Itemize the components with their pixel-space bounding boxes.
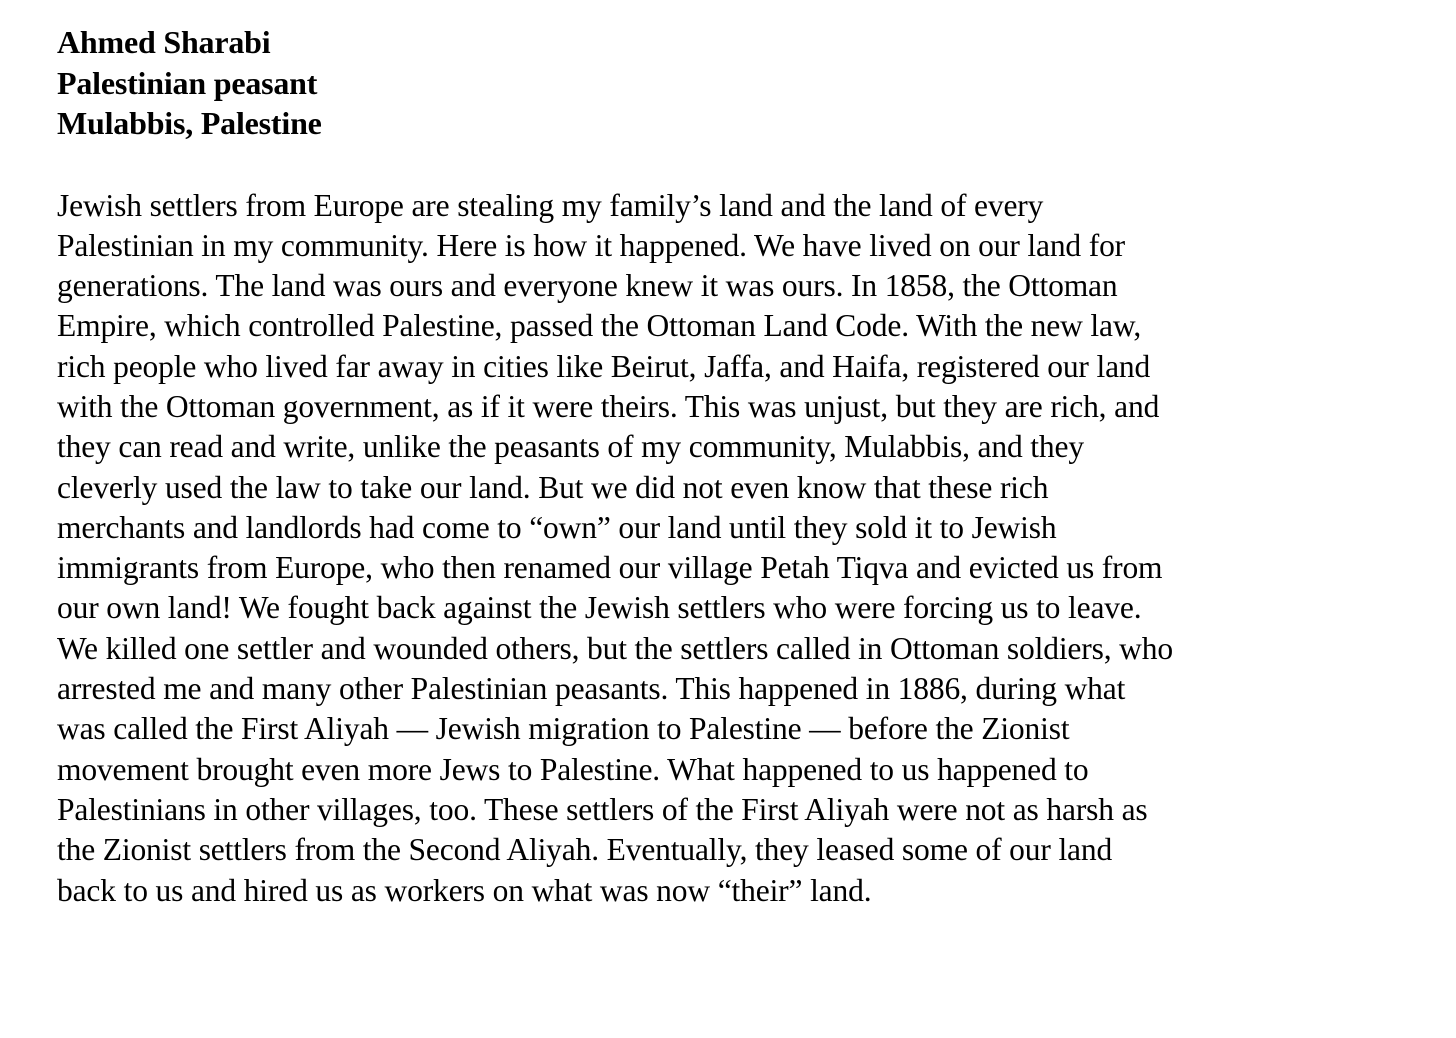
- text-line: the Zionist settlers from the Second Aliyah. Eventually, they leased some of our land: [57, 832, 1113, 868]
- text-line: rich people who lived far away in cities like Beirut, Jaffa, and Haifa, registered our land: [57, 348, 1151, 384]
- text-line: back to us and hired us as workers on what was now “their” land.: [57, 872, 872, 908]
- text-line: Jewish settlers from Europe are stealing my family’s land and the land of every: [57, 187, 1044, 223]
- text-line: they can read and write, unlike the peasants of my community, Mulabbis, and they: [57, 429, 1084, 465]
- text-line: Empire, which controlled Palestine, passed the Ottoman Land Code. With the new law,: [57, 308, 1142, 344]
- text-line: with the Ottoman government, as if it were theirs. This was unjust, but they are rich, and: [57, 388, 1160, 424]
- document-page: [57, 22, 1277, 911]
- speaker-location: Mulabbis, Palestine: [57, 105, 322, 141]
- text-line: cleverly used the law to take our land. But we did not even know that these rich: [57, 469, 1049, 505]
- text-line: arrested me and many other Palestinian peasants. This happened in 1886, during what: [57, 671, 1126, 707]
- text-line: Palestinians in other villages, too. These settlers of the First Aliyah were not as harsh as: [57, 791, 1148, 827]
- text-line: our own land! We fought back against the Jewish settlers who were forcing us to leave.: [57, 590, 1142, 626]
- speaker-name: Ahmed Sharabi: [57, 24, 271, 60]
- text-line: generations. The land was ours and everyone knew it was ours. In 1858, the Ottoman: [57, 268, 1118, 304]
- text-line: merchants and landlords had come to “own” our land until they sold it to Jewish: [57, 509, 1057, 545]
- speaker-header: [57, 22, 1277, 144]
- testimony-paragraph: [57, 186, 1277, 911]
- text-line: We killed one settler and wounded others, but the settlers called in Ottoman soldiers, who: [57, 630, 1173, 666]
- text-line: movement brought even more Jews to Palestine. What happened to us happened to: [57, 751, 1089, 787]
- text-line: Palestinian in my community. Here is how it happened. We have lived on our land for: [57, 227, 1126, 263]
- speaker-role: Palestinian peasant: [57, 64, 318, 101]
- text-line: immigrants from Europe, who then renamed our village Petah Tiqva and evicted us from: [57, 550, 1163, 586]
- text-line: was called the First Aliyah — Jewish migration to Palestine — before the Zionist: [57, 711, 1070, 747]
